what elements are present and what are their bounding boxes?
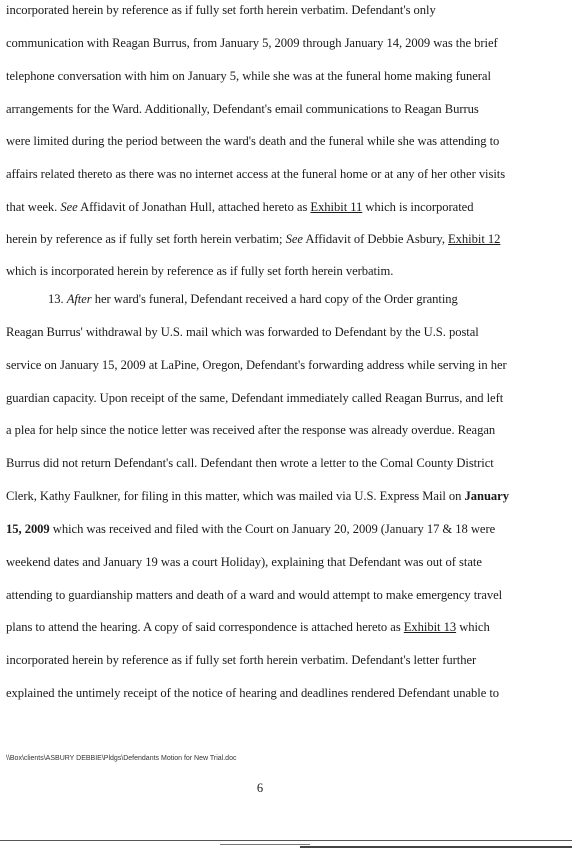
text-run: affairs related thereto as there was no internet access at the funeral home or at any of her other visits [6, 167, 506, 181]
text-run: herein by reference as if fully set forth herein verbatim; [6, 232, 286, 246]
text-run: which is incorporated [362, 200, 474, 214]
text-run: a plea for help since the notice letter was received after the response was already overdue. Reagan [6, 423, 496, 437]
emphasis: After [66, 292, 92, 306]
text-run: which was received and filed with the Court on January 20, 2009 (January 17 & 18 were [49, 522, 496, 536]
text-line [6, 620, 490, 635]
text-line [6, 686, 499, 701]
text-line [6, 358, 507, 373]
text-line [6, 200, 473, 215]
text-run: explained the untimely receipt of the notice of hearing and deadlines rendered Defendant unable to [6, 686, 500, 700]
text-run: were limited during the period between the ward's death and the funeral while she was attending to [6, 134, 500, 148]
citation-signal: See [60, 200, 78, 214]
text-run: which is incorporated herein by reference as if fully set forth herein verbatim. [6, 264, 394, 278]
text-run: attending to guardianship matters and death of a ward and would attempt to make emergency travel [6, 588, 503, 602]
text-run: Affidavit of Jonathan Hull, attached hereto as [77, 200, 311, 214]
document-file-path: \\Box\clients\ASBURY DEBBIE\Pldgs\Defendants Motion for New Trial.doc [6, 755, 237, 762]
text-line [6, 102, 479, 117]
text-run: her ward's funeral, Defendant received a hard copy of the Order granting [91, 292, 458, 306]
text-run: arrangements for the Ward. Additionally, Defendant's email communications to Reagan Burrus [6, 102, 479, 116]
text-run: which [456, 620, 490, 634]
text-line [6, 232, 500, 247]
paragraph-13-first-line [48, 292, 458, 307]
bold-date: 15, 2009 [6, 522, 50, 536]
text-line [6, 555, 482, 570]
exhibit-reference: Exhibit 13 [403, 620, 457, 634]
text-run: guardian capacity. Upon receipt of the same, Defendant immediately called Reagan Burrus, and left [6, 391, 504, 405]
text-run: plans to attend the hearing. A copy of said correspondence is attached hereto as [6, 620, 404, 634]
scan-edge-line [220, 844, 310, 845]
citation-signal: See [285, 232, 303, 246]
paragraph-number: 13. [48, 292, 67, 306]
text-line [6, 456, 494, 471]
text-line [6, 3, 436, 18]
exhibit-reference: Exhibit 11 [310, 200, 363, 214]
text-run: incorporated herein by reference as if fully set forth herein verbatim. Defendant's only [6, 3, 436, 17]
text-line [6, 325, 479, 340]
text-run: Affidavit of Debbie Asbury, [302, 232, 449, 246]
text-run: Reagan Burrus' withdrawal by U.S. mail which was forwarded to Defendant by the U.S. postal [6, 325, 479, 339]
exhibit-reference: Exhibit 12 [448, 232, 501, 246]
text-run: Clerk, Kathy Faulkner, for filing in this matter, which was mailed via U.S. Express Mail on [6, 489, 465, 503]
text-run: service on January 15, 2009 at LaPine, Oregon, Defendant's forwarding address while serving in her [6, 358, 507, 372]
text-line [6, 423, 495, 438]
text-line [6, 36, 498, 51]
text-run: incorporated herein by reference as if fully set forth herein verbatim. Defendant's letter further [6, 653, 477, 667]
scan-edge-line [300, 846, 572, 848]
text-line [6, 489, 509, 504]
text-run: that week. [6, 200, 61, 214]
scan-edge-line [0, 840, 572, 841]
text-run: Burrus did not return Defendant's call. Defendant then wrote a letter to the Comal County District [6, 456, 494, 470]
text-line [6, 69, 491, 84]
text-line [6, 134, 499, 149]
text-run: communication with Reagan Burrus, from January 5, 2009 through January 14, 2009 was the brief [6, 36, 498, 50]
text-line [6, 391, 503, 406]
text-line [6, 167, 505, 182]
text-run: weekend dates and January 19 was a court Holiday), explaining that Defendant was out of state [6, 555, 482, 569]
text-run: telephone conversation with him on January 5, while she was at the funeral home making funeral [6, 69, 491, 83]
bold-date: January [464, 489, 509, 503]
text-line [6, 522, 495, 537]
text-line [6, 588, 502, 603]
page-number: 6 [256, 781, 264, 795]
text-line [6, 653, 476, 668]
text-line [6, 264, 393, 279]
